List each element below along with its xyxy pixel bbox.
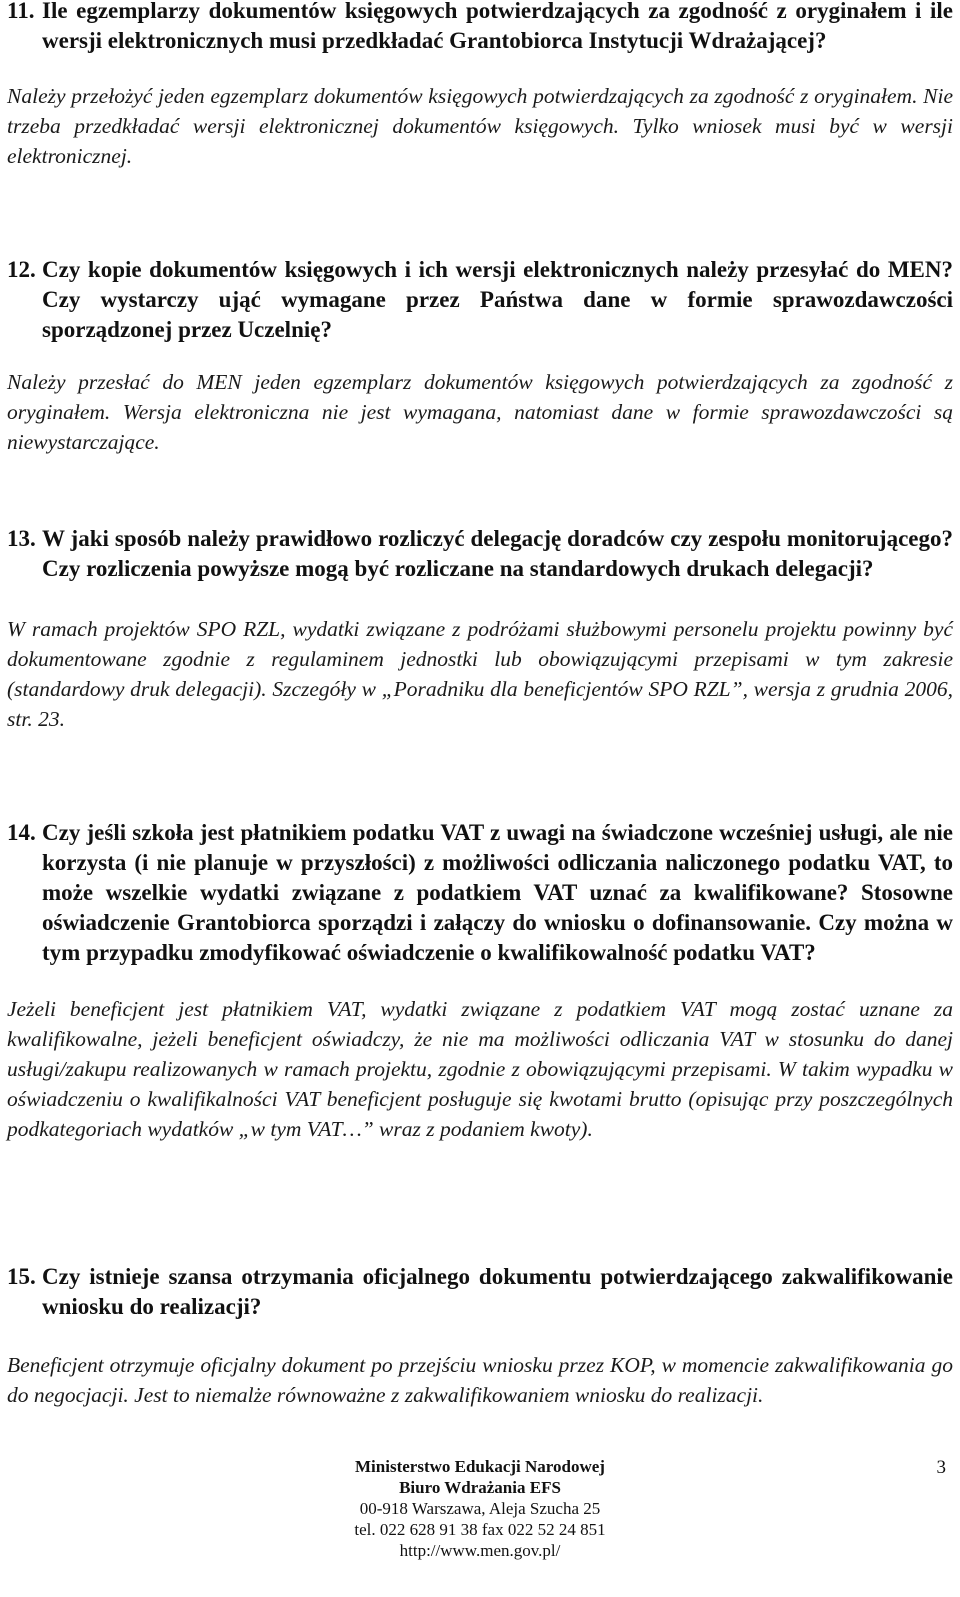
- question-15: [7, 1262, 953, 1322]
- answer-15: Beneficjent otrzymuje oficjalny dokument po przejściu wniosku przez KOP, w momencie zakwalifikowania go do negocjacji. Jest to niemalże równoważne z zakwalifikowaniem wniosku do realizacji.: [7, 1353, 953, 1407]
- qa-item-11: [7, 0, 953, 171]
- footer-url: http://www.men.gov.pl/: [399, 1541, 561, 1560]
- question-14: [7, 818, 953, 968]
- question-number: 14.: [7, 820, 36, 845]
- footer-phone: tel. 022 628 91 38 fax 022 52 24 851: [354, 1520, 606, 1539]
- qa-item-14: [7, 818, 953, 1144]
- footer-address: 00-918 Warszawa, Aleja Szucha 25: [359, 1499, 601, 1518]
- question-number: 11.: [7, 0, 35, 23]
- page-footer: [0, 1456, 960, 1561]
- qa-item-12: [7, 255, 953, 457]
- qa-item-13: [7, 524, 953, 734]
- question-text: Czy kopie dokumentów księgowych i ich wersji elektronicznych należy przesyłać do MEN? Czy wystarczy ująć wymagane przez Państwa dane w formie sprawozdawczości sporządzonej przez Uczelnię?: [42, 257, 953, 342]
- answer-14: Jeżeli beneficjent jest płatnikiem VAT, wydatki związane z podatkiem VAT mogą zostać uznane za kwalifikowalne, jeżeli beneficjent oświadczy, że nie ma możliwości odliczania VAT w stosunku do danej usługi/zakupu realizowanych w ramach projektu, zgodnie z obowiązującymi przepisami. W takim wypadku w oświadczeniu o kwalifikalności VAT beneficjent posługuje się kwotami brutto (opisując przy poszczególnych podkategoriach wydatków „w tym VAT…” wraz z podaniem kwoty).: [7, 997, 953, 1141]
- footer-ministry: Ministerstwo Edukacji Narodowej: [355, 1457, 605, 1476]
- question-13: [7, 524, 953, 584]
- question-text: Czy jeśli szkoła jest płatnikiem podatku VAT z uwagi na świadczone wcześniej usługi, ale nie korzysta (i nie planuje w przyszłości) z możliwości odliczania naliczonego podatku VAT, to może wszelkie wydatki związane z podatkiem VAT uznać za kwalifikowane? Stosowne oświadczenie Grantobiorca sporządzi i załączy do wniosku o dofinansowanie. Czy można w tym przypadku zmodyfikować oświadczenie o kwalifikowalność podatku VAT?: [42, 820, 953, 965]
- question-number: 15.: [7, 1264, 36, 1289]
- answer-13: W ramach projektów SPO RZL, wydatki związane z podróżami służbowymi personelu projektu powinny być dokumentowane zgodnie z regulaminem jednostki lub obowiązującymi przepisami w tym zakresie (standardowy druk delegacji). Szczegóły w „Poradniku dla beneficjentów SPO RZL”, wersja z grudnia 2006, str. 23.: [7, 617, 953, 731]
- question-text: W jaki sposób należy prawidłowo rozliczyć delegację doradców czy zespołu monitorującego? Czy rozliczenia powyższe mogą być rozliczane na standardowych drukach delegacji?: [42, 526, 953, 581]
- question-number: 12.: [7, 257, 36, 282]
- question-number: 13.: [7, 526, 36, 551]
- qa-item-15: [7, 1262, 953, 1410]
- footer-office: Biuro Wdrażania EFS: [399, 1478, 561, 1497]
- answer-12: Należy przesłać do MEN jeden egzemplarz dokumentów księgowych potwierdzających za zgodność z oryginałem. Wersja elektroniczna nie jest wymagana, natomiast dane w formie sprawozdawczości są niewystarczające.: [7, 370, 953, 454]
- question-11: [7, 0, 953, 56]
- answer-11: Należy przełożyć jeden egzemplarz dokumentów księgowych potwierdzających za zgodność z oryginałem. Nie trzeba przedkładać wersji elektronicznej dokumentów księgowych. Tylko wniosek musi być w wersji elektronicznej.: [7, 84, 953, 168]
- page-number: 3: [936, 1457, 946, 1478]
- question-text: Ile egzemplarzy dokumentów księgowych potwierdzających za zgodność z oryginałem i ile wersji elektronicznych musi przedkładać Grantobiorca Instytucji Wdrażającej?: [42, 0, 953, 53]
- question-12: [7, 255, 953, 345]
- question-text: Czy istnieje szansa otrzymania oficjalnego dokumentu potwierdzającego zakwalifikowanie wniosku do realizacji?: [42, 1264, 953, 1319]
